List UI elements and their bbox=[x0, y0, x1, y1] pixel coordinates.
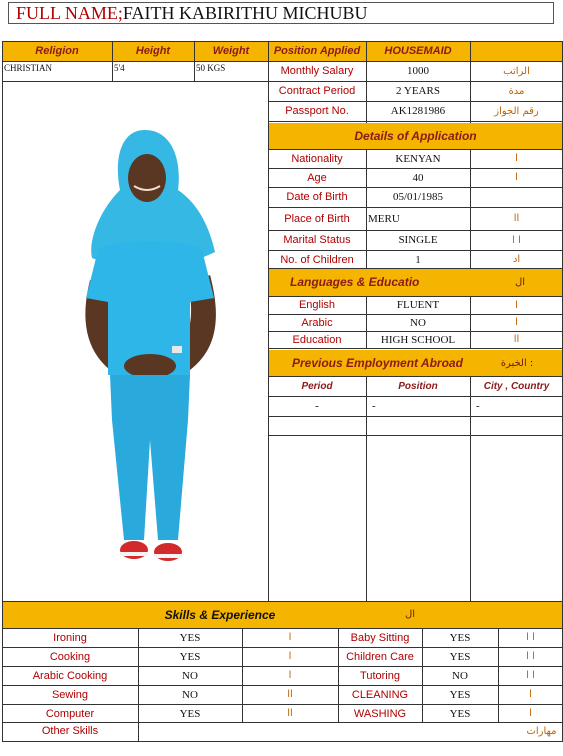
skills-ar: ال bbox=[404, 609, 416, 620]
language-ar: ا bbox=[515, 299, 518, 311]
grid-line-h bbox=[268, 250, 563, 251]
skill-ar: ا bbox=[288, 670, 292, 681]
skill-value: NO bbox=[452, 669, 468, 682]
passport-ar: رقم الجواز bbox=[494, 105, 539, 117]
grid-line-h bbox=[268, 230, 563, 231]
skill-label: WASHING bbox=[353, 707, 407, 720]
grid-line-v bbox=[422, 628, 423, 722]
language-label: Arabic bbox=[301, 316, 333, 329]
grid-line-h bbox=[2, 81, 268, 82]
position-value: HOUSEMAID bbox=[384, 45, 452, 57]
grid-line-v bbox=[112, 41, 113, 81]
grid-line-h bbox=[268, 268, 563, 269]
detail-value: 05/01/1985 bbox=[392, 191, 444, 203]
grid-line-h bbox=[2, 685, 563, 686]
skill-label: Tutoring bbox=[360, 669, 400, 682]
grid-line-v bbox=[338, 628, 339, 722]
detail-label: Place of Birth bbox=[284, 212, 350, 225]
grid-line-v bbox=[470, 41, 471, 123]
grid-line-h bbox=[268, 121, 563, 122]
skill-label: CLEANING bbox=[351, 688, 409, 701]
detail-ar: اا bbox=[513, 213, 520, 224]
language-ar: اا bbox=[513, 334, 520, 345]
full-name-value: FAITH KABIRITHU MICHUBU bbox=[122, 3, 368, 23]
employment-row-position: - bbox=[372, 400, 376, 412]
grid-line-v bbox=[470, 296, 471, 348]
weight-header: Weight bbox=[212, 45, 250, 57]
grid-line-v bbox=[470, 149, 471, 268]
grid-line-h bbox=[268, 168, 563, 169]
skill-ar: ا bbox=[288, 632, 292, 643]
passport-value: AK1281986 bbox=[390, 105, 446, 117]
grid-line-v bbox=[194, 41, 195, 81]
grid-line-h bbox=[2, 41, 563, 42]
skill-ar: ا bbox=[288, 651, 292, 662]
grid-line-v bbox=[2, 41, 3, 741]
detail-ar: ا bbox=[515, 172, 518, 183]
skill-value: YES bbox=[179, 650, 201, 663]
detail-value: SINGLE bbox=[398, 234, 438, 246]
skill-value: YES bbox=[449, 688, 471, 701]
detail-ar bbox=[470, 187, 563, 207]
skill-value: YES bbox=[449, 650, 471, 663]
height-value: 5'4 bbox=[114, 63, 125, 73]
skill-value: YES bbox=[449, 707, 471, 720]
height-header: Height bbox=[135, 45, 171, 57]
skill-value: NO bbox=[182, 688, 198, 701]
skill-label: Computer bbox=[45, 707, 95, 720]
detail-value: KENYAN bbox=[395, 152, 441, 165]
grid-line-h bbox=[2, 722, 563, 723]
detail-label: No. of Children bbox=[280, 253, 354, 266]
skill-label: Sewing bbox=[51, 688, 89, 701]
detail-ar: اد bbox=[512, 254, 521, 265]
skill-label: Arabic Cooking bbox=[32, 669, 108, 682]
skill-value: YES bbox=[179, 631, 201, 644]
skill-ar: اا bbox=[287, 708, 293, 719]
language-value: HIGH SCHOOL bbox=[380, 333, 456, 346]
grid-line-v bbox=[138, 628, 139, 741]
other-skills-ar: مهارات bbox=[526, 725, 557, 737]
full-name-label: FULL NAME; bbox=[16, 3, 123, 23]
skill-ar: ا ا bbox=[526, 632, 535, 643]
detail-label: Marital Status bbox=[283, 234, 351, 246]
skill-ar: ا bbox=[529, 689, 532, 700]
employment-position-col: Position bbox=[398, 380, 438, 392]
grid-line-h bbox=[268, 396, 563, 397]
language-label: Education bbox=[292, 333, 342, 346]
grid-line-v bbox=[470, 376, 471, 601]
grid-line-h bbox=[2, 704, 563, 705]
grid-line-h bbox=[268, 207, 563, 208]
language-value: NO bbox=[410, 316, 426, 329]
language-ar: ا bbox=[515, 317, 518, 328]
skill-value: NO bbox=[182, 669, 198, 682]
employment-row-period: - bbox=[315, 400, 319, 412]
skill-ar: ا ا bbox=[526, 651, 535, 662]
language-label: English bbox=[298, 299, 336, 311]
detail-value: 1 bbox=[415, 253, 421, 266]
grid-line-v bbox=[268, 41, 269, 601]
languages-ar: ال bbox=[514, 276, 526, 288]
contract-period-label: Contract Period bbox=[278, 85, 356, 97]
grid-line-h bbox=[268, 187, 563, 188]
skill-label: Cooking bbox=[49, 650, 91, 663]
languages-title: Languages & Educatio bbox=[290, 275, 420, 289]
monthly-salary-value: 1000 bbox=[407, 65, 429, 77]
grid-line-h bbox=[268, 435, 563, 436]
grid-line-h bbox=[268, 348, 563, 349]
language-value: FLUENT bbox=[396, 299, 440, 311]
grid-line-h bbox=[268, 81, 563, 82]
employment-title: Previous Employment Abroad bbox=[292, 356, 463, 370]
other-skills-label: Other Skills bbox=[41, 725, 99, 737]
grid-line-h bbox=[268, 296, 563, 297]
grid-line-h bbox=[2, 628, 563, 629]
skill-ar: ا bbox=[529, 708, 532, 719]
religion-header: Religion bbox=[35, 45, 79, 57]
skill-label: Ironing bbox=[53, 631, 87, 644]
grid-line-h bbox=[2, 601, 563, 602]
grid-line-v bbox=[366, 376, 367, 601]
skill-ar: ا ا bbox=[526, 670, 535, 681]
grid-line-h bbox=[268, 314, 563, 315]
skill-ar: اا bbox=[287, 689, 293, 700]
detail-ar: ا bbox=[515, 153, 518, 164]
skills-title: Skills & Experience bbox=[164, 607, 276, 622]
skill-value: YES bbox=[179, 707, 201, 720]
contract-period-ar: مدة bbox=[508, 85, 525, 97]
employment-city-col: City , Country bbox=[483, 380, 550, 392]
employment-period-col: Period bbox=[301, 380, 333, 392]
monthly-salary-ar: الراتب bbox=[503, 65, 530, 77]
detail-label: Nationality bbox=[291, 152, 343, 165]
grid-line-h bbox=[268, 416, 563, 417]
grid-line-h bbox=[2, 647, 563, 648]
grid-line-v bbox=[498, 628, 499, 722]
position-applied-header: Position Applied bbox=[273, 45, 361, 57]
skill-label: Baby Sitting bbox=[350, 631, 410, 644]
full-name-line bbox=[16, 2, 368, 24]
grid-line-v bbox=[242, 628, 243, 722]
passport-label: Passport No. bbox=[285, 105, 349, 117]
grid-line-v bbox=[366, 296, 367, 348]
detail-label: Age bbox=[307, 171, 327, 184]
grid-line-h bbox=[2, 666, 563, 667]
detail-ar: ا ا bbox=[512, 234, 521, 246]
detail-value: MERU bbox=[368, 212, 400, 225]
detail-value: 40 bbox=[412, 171, 424, 184]
details-title: Details of Application bbox=[354, 129, 477, 143]
contract-period-value: 2 YEARS bbox=[396, 85, 440, 97]
grid-line-h bbox=[2, 61, 563, 62]
weight-value: 50 KGS bbox=[196, 63, 226, 73]
grid-line-h bbox=[268, 101, 563, 102]
grid-line-h bbox=[268, 376, 563, 377]
applicant-photo bbox=[50, 120, 250, 580]
religion-value: CHRISTIAN bbox=[4, 63, 53, 73]
employment-row-city: - bbox=[476, 400, 480, 412]
skill-label: Children Care bbox=[346, 650, 414, 663]
monthly-salary-label: Monthly Salary bbox=[280, 65, 354, 77]
grid-line-h bbox=[268, 331, 563, 332]
detail-label: Date of Birth bbox=[286, 191, 348, 203]
grid-line-v bbox=[366, 149, 367, 268]
skill-value: YES bbox=[449, 631, 471, 644]
grid-line-h bbox=[2, 741, 563, 742]
employment-ar: الخبرة : bbox=[500, 357, 534, 369]
grid-line-h bbox=[268, 149, 563, 150]
grid-line-v bbox=[366, 41, 367, 123]
